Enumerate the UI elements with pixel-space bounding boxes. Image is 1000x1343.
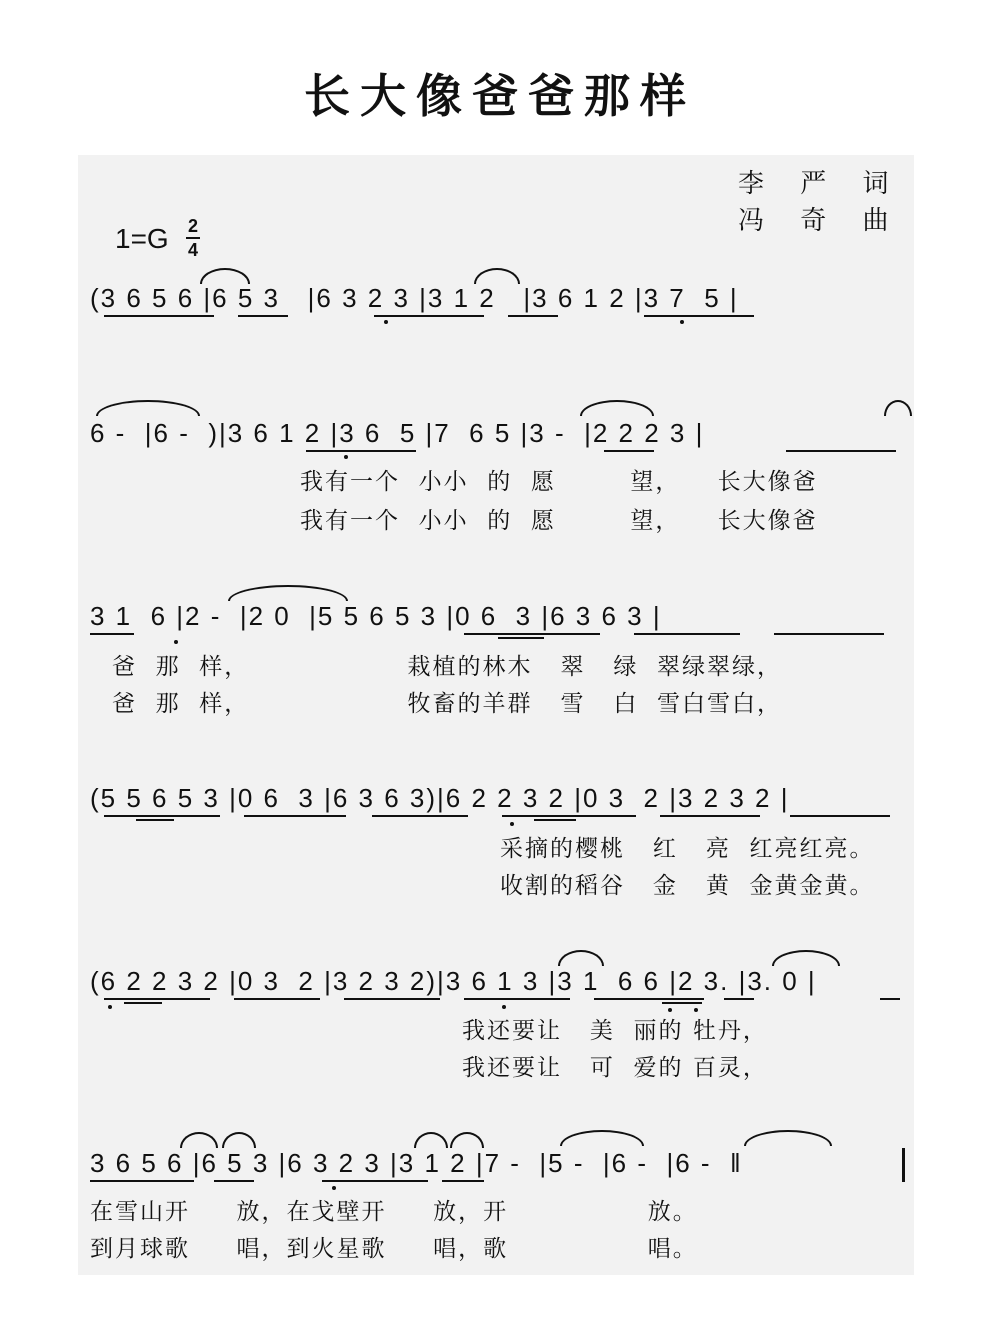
beam xyxy=(464,998,570,1000)
double-beam xyxy=(124,1002,162,1004)
beam xyxy=(90,1180,194,1182)
beam xyxy=(322,1180,428,1182)
time-signature-top: 2 xyxy=(187,216,198,236)
beam xyxy=(244,815,346,817)
beam xyxy=(774,633,884,635)
beam xyxy=(306,450,416,452)
time-signature-bottom: 4 xyxy=(187,240,198,260)
notation-row-4: (5 5 6 5 3 |0 6 3 |6 3 6 3)|6 2 2 3 2 |0 3 2 |3 2 3 2 | xyxy=(90,783,790,813)
beam xyxy=(594,998,704,1000)
beam xyxy=(724,998,754,1000)
low-octave-dot xyxy=(510,822,514,826)
beam xyxy=(238,315,288,317)
song-title: 长大像爸爸那样 xyxy=(304,69,696,123)
lyrics-row-3-verse-1: 爸 那 样， 栽植的林木 翠 绿 翠绿翠绿， xyxy=(112,654,783,680)
beam xyxy=(464,633,600,635)
beam xyxy=(502,815,636,817)
low-octave-dot xyxy=(344,455,348,459)
beam xyxy=(604,450,654,452)
lyrics-row-4-verse-1: 采摘的樱桃 红 亮 红亮红亮。 xyxy=(500,836,875,862)
beam xyxy=(442,1180,484,1182)
low-octave-dot xyxy=(174,640,178,644)
lyrics-row-3-verse-2: 爸 那 样， 牧畜的羊群 雪 白 雪白雪白， xyxy=(112,691,783,717)
beam xyxy=(234,998,320,1000)
beam xyxy=(372,815,468,817)
beam xyxy=(644,315,754,317)
beam xyxy=(660,815,760,817)
beam xyxy=(508,315,558,317)
lyrics-row-4-verse-2: 收割的稻谷 金 黄 金黄金黄。 xyxy=(500,873,875,899)
lyrics-row-2-verse-2: 我有一个 小小 的 愿 望， 长大像爸 xyxy=(300,508,818,534)
double-beam xyxy=(662,1002,702,1004)
lyrics-row-6-verse-1: 在雪山开 放，在戈壁开 放，开 放。 xyxy=(90,1199,698,1225)
time-signature xyxy=(186,215,200,261)
beam xyxy=(90,633,134,635)
notation-row-2: 6 - |6 - )|3 6 1 2 |3 6 5 |7 6 5 |3 - |2 2 2 3 | xyxy=(90,418,705,448)
final-barline xyxy=(902,1148,905,1182)
low-octave-dot xyxy=(680,320,684,324)
notation-row-1: (3 6 5 6 |6 5 3 |6 3 2 3 |3 1 2 |3 6 1 2 |3 7 5 | xyxy=(90,283,739,313)
beam xyxy=(786,450,896,452)
double-beam xyxy=(136,819,174,821)
low-octave-dot xyxy=(384,320,388,324)
beam xyxy=(374,315,484,317)
beam xyxy=(634,633,740,635)
beam xyxy=(104,998,210,1000)
composer-credit: 冯 奇 曲 xyxy=(738,206,903,236)
notation-row-5: (6 2 2 3 2 |0 3 2 |3 2 3 2)|3 6 1 3 |3 1 6 6 |2 3. |3. 0 | xyxy=(90,966,817,996)
beam xyxy=(104,315,214,317)
lyricist-credit: 李 严 词 xyxy=(738,169,903,199)
key-signature: 1=G xyxy=(115,223,169,254)
lyrics-row-6-verse-2: 到月球歌 唱，到火星歌 唱，歌 唱。 xyxy=(90,1236,698,1262)
double-beam xyxy=(498,637,544,639)
notation-row-3: 3 1 6 |2 - |2 0 |5 5 6 5 3 |0 6 3 |6 3 6 3 | xyxy=(90,601,662,631)
beam xyxy=(790,815,890,817)
lyrics-row-5-verse-1: 我还要让 美 丽的 牡丹， xyxy=(462,1018,768,1044)
lyrics-row-5-verse-2: 我还要让 可 爱的 百灵， xyxy=(462,1055,768,1081)
beam xyxy=(344,998,440,1000)
notation-row-6: 3 6 5 6 |6 5 3 |6 3 2 3 |3 1 2 |7 - |5 - |6 - |6 - ‖ xyxy=(90,1148,743,1178)
low-octave-dot xyxy=(332,1186,336,1190)
low-octave-dot xyxy=(502,1005,506,1009)
lyrics-row-2-verse-1: 我有一个 小小 的 愿 望， 长大像爸 xyxy=(300,469,818,495)
beam xyxy=(214,1180,254,1182)
double-beam xyxy=(534,819,576,821)
low-octave-dot xyxy=(108,1005,112,1009)
beam xyxy=(104,815,220,817)
beam xyxy=(880,998,900,1000)
